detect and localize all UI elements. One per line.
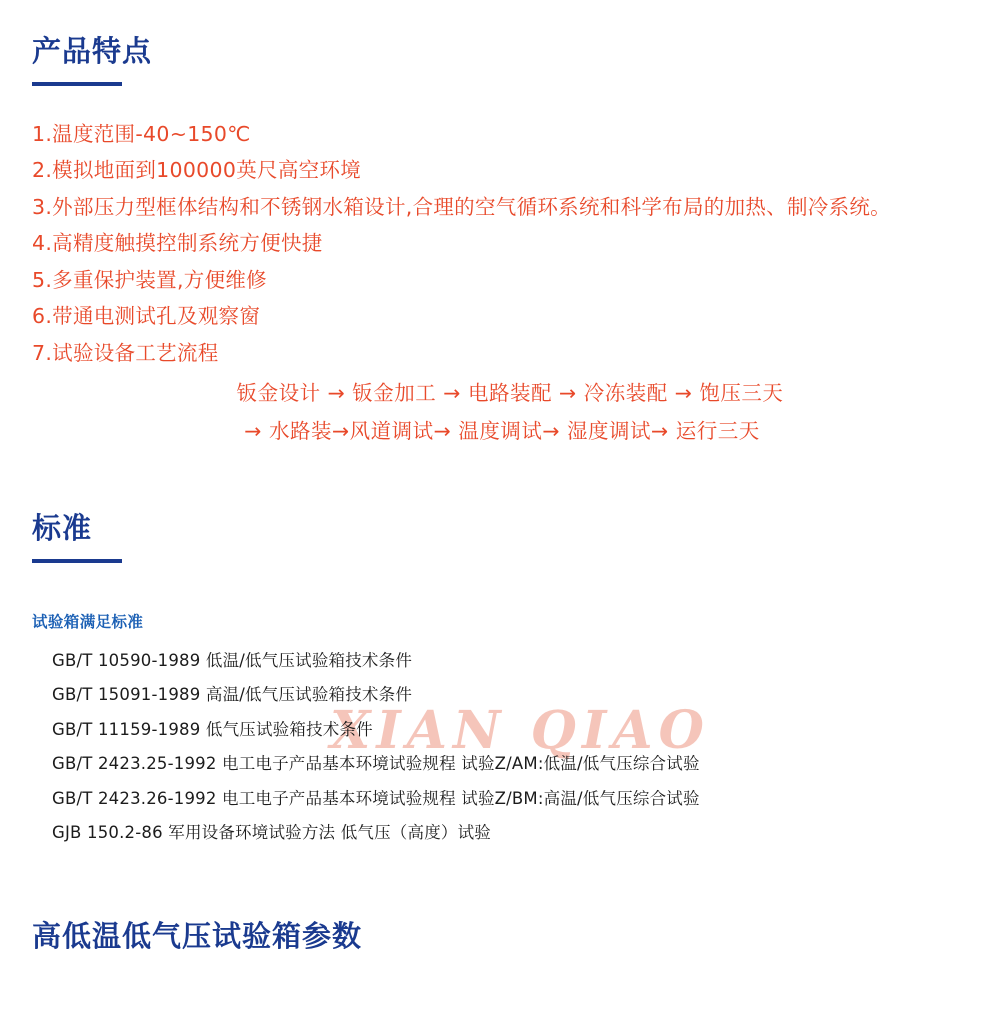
list-item: GB/T 15091-1989 高温/低气压试验箱技术条件 xyxy=(52,685,413,705)
list-item: 2.模拟地面到100000英尺高空环境 xyxy=(32,158,362,183)
list-item: GB/T 2423.26-1992 电工电子产品基本环境试验规程 试验Z/BM:高温/低气压综合试验 xyxy=(52,788,700,808)
features-heading-underline xyxy=(32,82,122,86)
list-item: GB/T 10590-1989 低温/低气压试验箱技术条件 xyxy=(52,650,413,670)
process-flow-line-2: → 水路装→风道调试→ 温度调试→ 湿度调试→ 运行三天 xyxy=(244,419,760,444)
params-heading: 高低温低气压试验箱参数 xyxy=(32,918,363,953)
list-item: GB/T 11159-1989 低气压试验箱技术条件 xyxy=(52,719,373,739)
standards-subtitle: 试验箱满足标准 xyxy=(32,612,144,631)
watermark-text: XIAN QIAO xyxy=(330,700,710,761)
document-content xyxy=(32,0,968,954)
list-item: 6.带通电测试孔及观察窗 xyxy=(32,304,261,329)
process-flow-line-1: 钣金设计 → 钣金加工 → 电路装配 → 冷冻装配 → 饱压三天 xyxy=(236,381,784,406)
list-item: 5.多重保护装置,方便维修 xyxy=(32,267,267,292)
standard-heading-underline xyxy=(32,559,122,563)
list-item: 4.高精度触摸控制系统方便快捷 xyxy=(32,231,323,256)
list-item: 7.试验设备工艺流程 xyxy=(32,340,219,365)
list-item: 1.温度范围-40~150℃ xyxy=(32,121,251,146)
list-item: GJB 150.2-86 军用设备环境试验方法 低气压（高度）试验 xyxy=(52,823,491,843)
standards-list xyxy=(32,644,968,851)
features-section-header xyxy=(32,0,968,86)
features-list xyxy=(32,116,968,371)
process-flow-diagram xyxy=(32,375,968,451)
features-heading: 产品特点 xyxy=(32,34,153,68)
list-item: GB/T 2423.25-1992 电工电子产品基本环境试验规程 试验Z/AM:低温/低气压综合试验 xyxy=(52,754,700,774)
params-section-header xyxy=(32,851,968,954)
standard-heading: 标准 xyxy=(32,511,93,546)
standard-section-header xyxy=(32,451,968,563)
list-item: 3.外部压力型框体结构和不锈钢水箱设计,合理的空气循环系统和科学布局的加热、制冷系统。 xyxy=(32,194,891,219)
